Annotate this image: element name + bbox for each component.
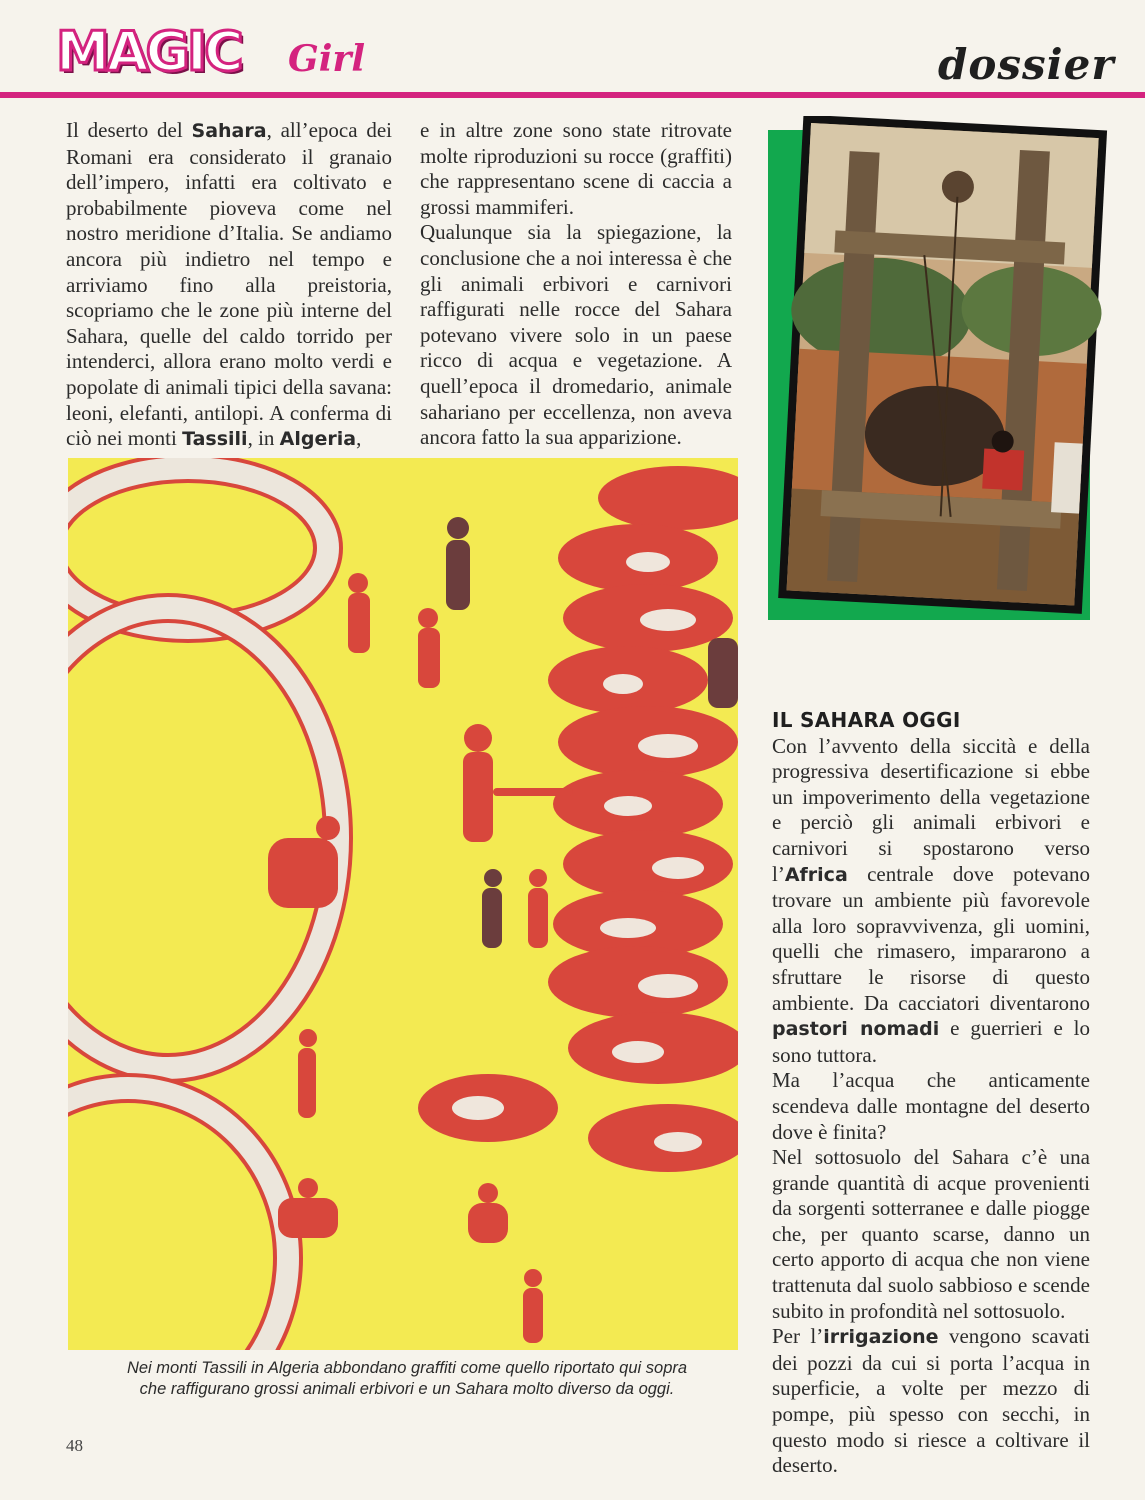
text: Il deserto del xyxy=(66,118,192,142)
text: , xyxy=(356,426,362,451)
caption-line: che raffigurano grossi animali erbivori e un Sahara molto diverso da oggi. xyxy=(139,1380,675,1398)
bold-term: Sahara xyxy=(191,120,267,142)
rock-art-painting xyxy=(68,458,738,1350)
paragraph: Ma l’acqua che anticamente scendeva dalle montagne del deserto dove è finita? xyxy=(772,1068,1090,1144)
text: vengono scavati dei pozzi da cui si porta l’acqua in superficie, a volte per mezzo di pompe, più spesso con secchi, in questo modo si riesce a coltivare il deserto. xyxy=(772,1324,1090,1478)
bold-term: pastori nomadi xyxy=(772,1018,940,1041)
bold-term: Algeria xyxy=(279,428,357,451)
bold-term: Tassili xyxy=(182,428,248,451)
text: Con l’avvento della siccità e della progressiva desertificazione si ebbe un impoverimento della vegetazione e perciò gli animali erbivori e carnivori si spostarono verso l’ xyxy=(772,733,1090,886)
text: Per l’ xyxy=(772,1324,824,1349)
rock-art-illustration xyxy=(68,458,738,1350)
magazine-logo: MAGIC xyxy=(56,20,241,83)
paragraph xyxy=(66,118,392,453)
well-photo xyxy=(768,116,1108,636)
page-number: 48 xyxy=(66,1436,83,1455)
bold-term: Africa xyxy=(784,863,848,886)
person xyxy=(982,449,1024,491)
paragraph xyxy=(772,734,1090,1069)
text: centrale dove potevano trovare un ambiente più favorevole alla loro sopravvivenza, gli uomini, quelli che rimasero, impararono a sfruttare le risorse di questo ambiente. Da cacciatori diventarono xyxy=(772,861,1090,1015)
header-rule xyxy=(0,92,1145,98)
paragraph xyxy=(772,1324,1090,1479)
section-heading: IL SAHARA OGGI xyxy=(772,708,961,732)
text: e guerrieri e lo sono tuttora. xyxy=(772,1016,1090,1067)
magazine-logo-subtitle: Girl xyxy=(288,38,366,80)
paragraph: e in altre zone sono state ritrovate molte riproduzioni su rocce (graffiti) che rappresentano scene di caccia a grossi mammiferi. xyxy=(420,118,732,219)
article-column-3 xyxy=(772,708,1090,1479)
caption-line: Nei monti Tassili in Algeria abbondano graffiti come quello riportato qui sopra xyxy=(126,1359,688,1377)
section-label: dossier xyxy=(938,40,1115,89)
paragraph: Qualunque sia la spiegazione, la conclusione che a noi interessa è che gli animali erbivori e carnivori raffigurati nelle rocce del Sahara potevano vivere solo in un paese ricco di acqua e vegetazione. A quell’epoca il dromedario, animale sahariano per eccellenza, non aveva ancora fatto la sua apparizione. xyxy=(420,220,732,450)
image-caption xyxy=(62,1358,752,1400)
paragraph: Nel sottosuolo del Sahara c’è una grande quantità di acque provenienti da sorgenti sotterranee e dalle piogge che, per quanto scarse, danno un certo apporto di acqua che non viene trattenuta dal suolo sabbioso e scende subito in profondità nel sottosuolo. xyxy=(772,1145,1090,1323)
bold-term: irrigazione xyxy=(823,1326,939,1349)
article-column-2 xyxy=(420,118,732,451)
text: , in xyxy=(247,426,280,451)
masthead xyxy=(0,0,1145,100)
article-column-1 xyxy=(66,118,392,453)
text: , all’epoca dei Romani era considerato il granaio dell’impero, infatti era coltivato e probabilmente pioveva come nel nostro meridione d’Italia. Se andiamo ancora più indietro nel tempo e arriviamo fino alla preistoria, scopriamo che le zone più interne del Sahara, quelle del caldo torrido per intenderci, allora erano molto verdi e popolate di animali tipici della savana: leoni, elefanti, antilopi. A conferma di ciò nei monti xyxy=(66,118,393,451)
